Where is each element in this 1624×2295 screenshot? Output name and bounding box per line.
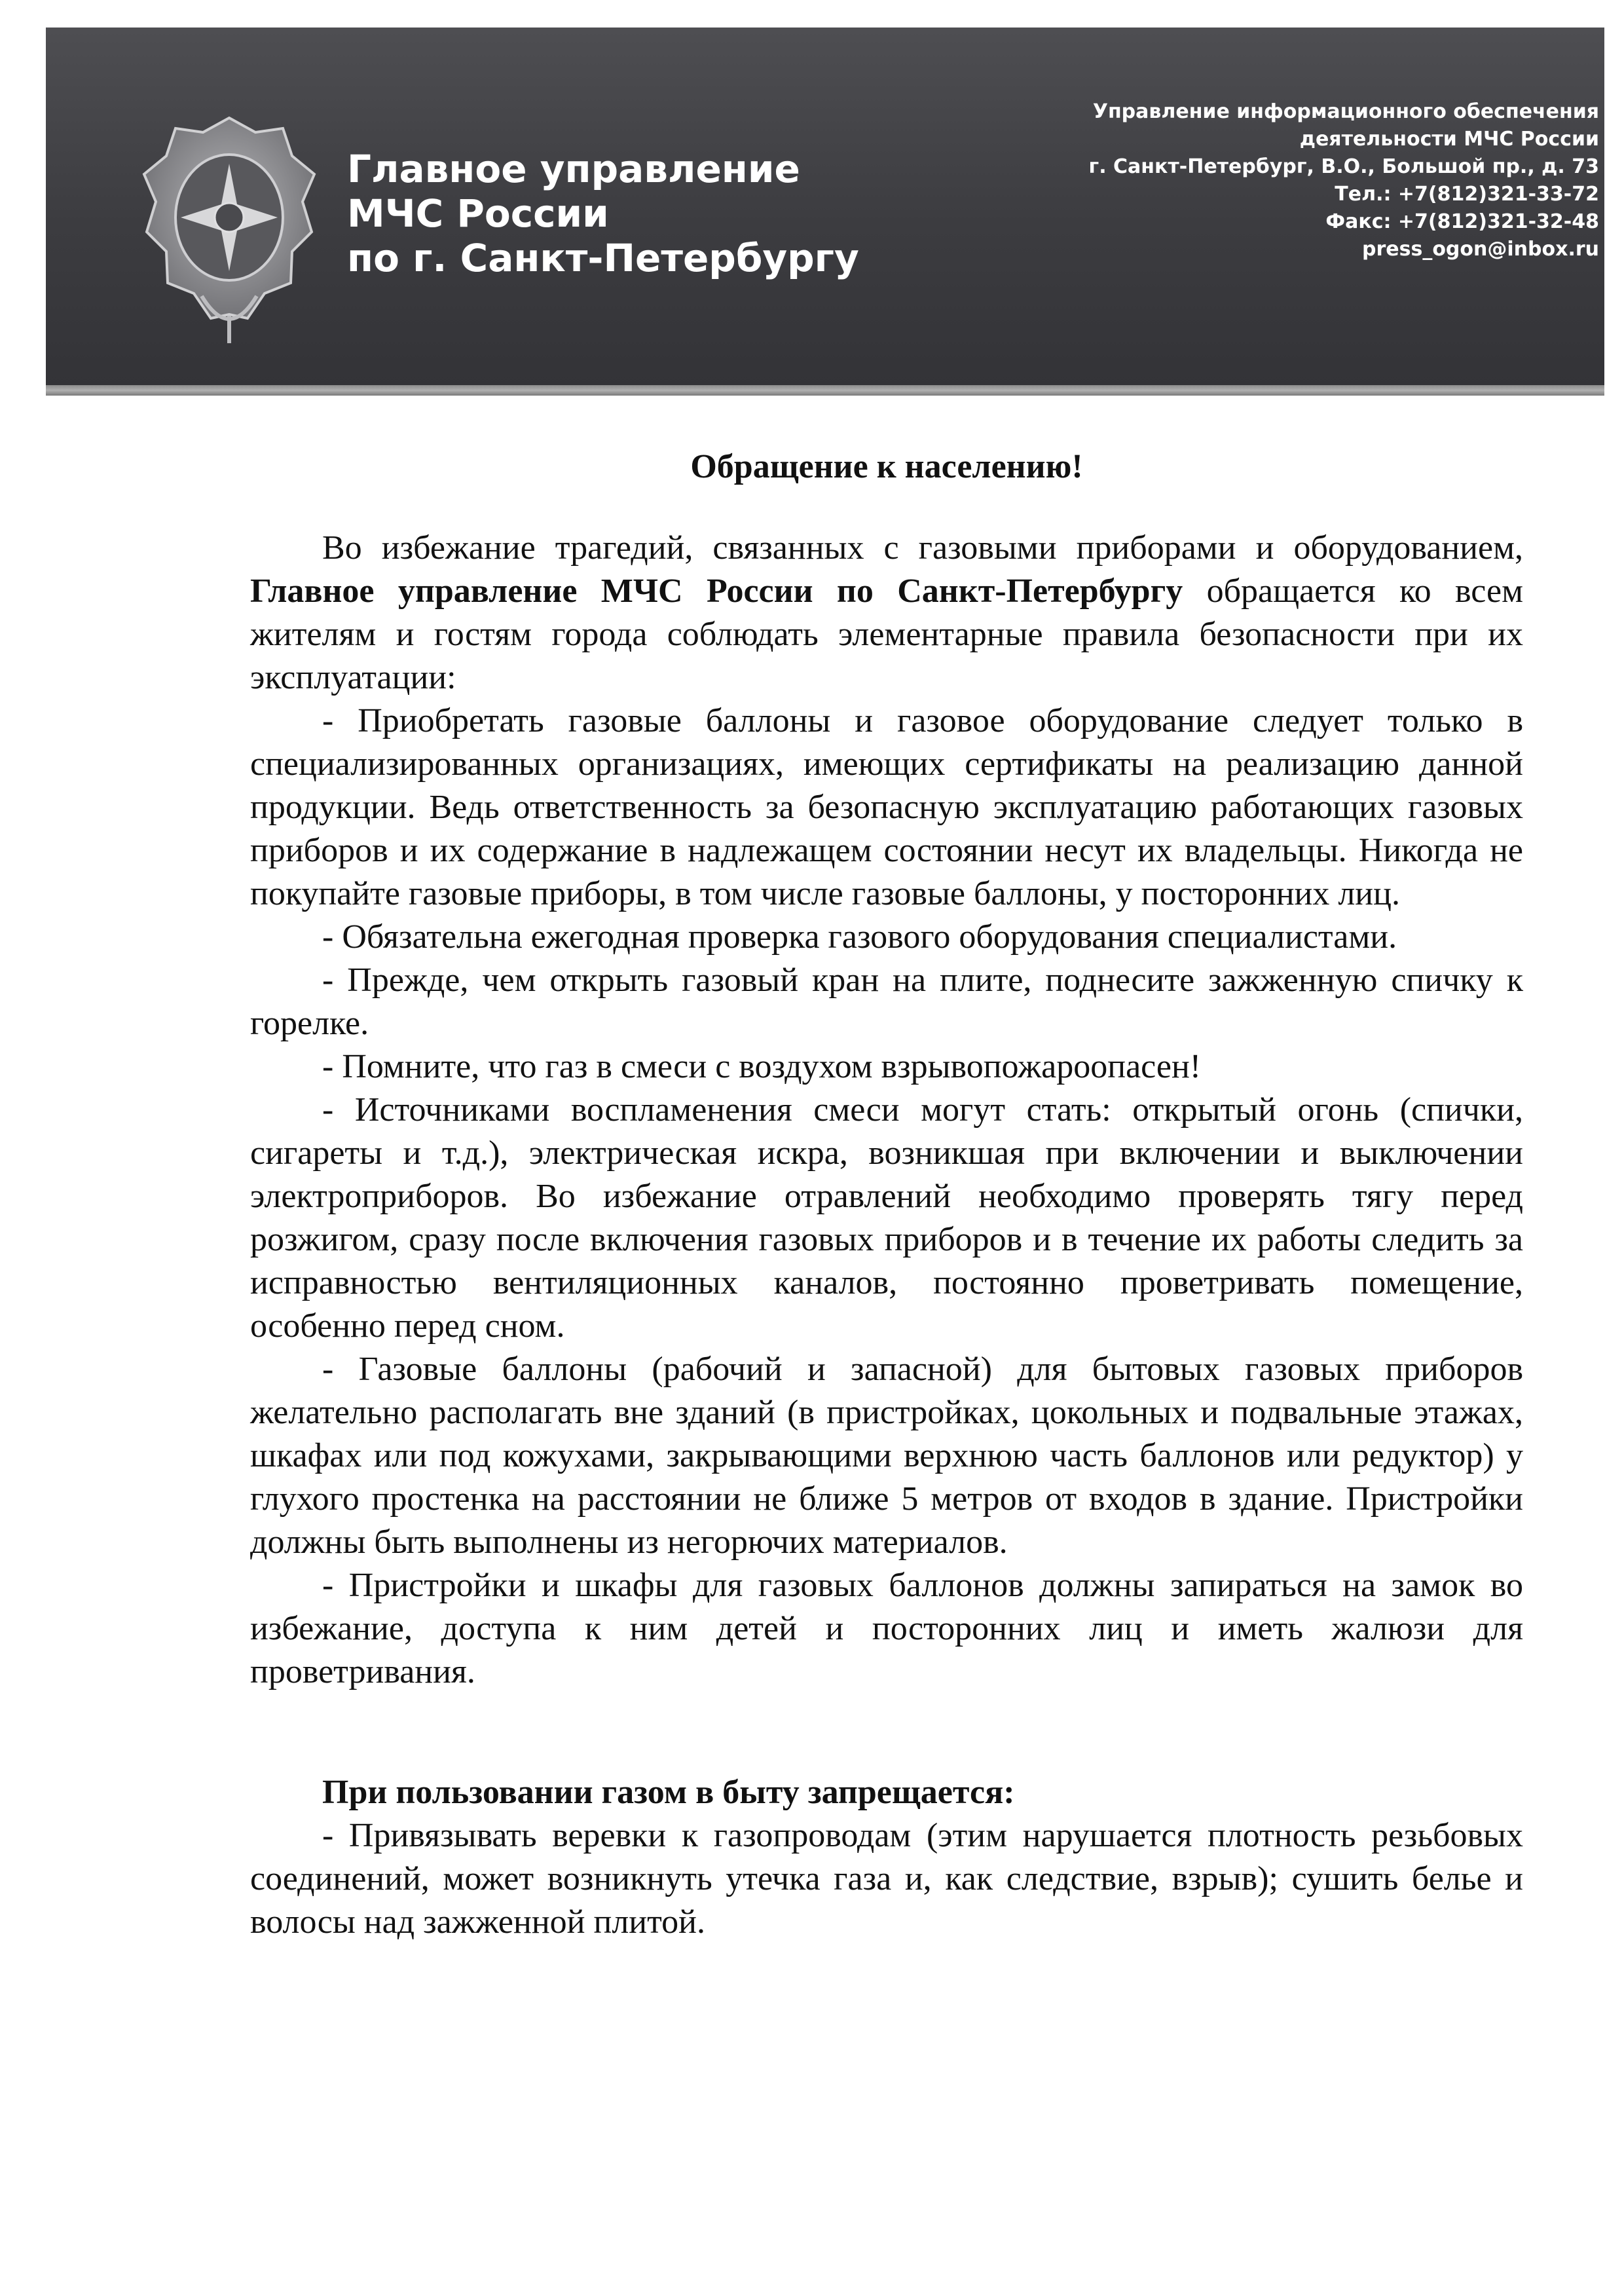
contact-line: г. Санкт-Петербург, В.О., Большой пр., д. 73: [1088, 155, 1599, 178]
org-title-line: МЧС России: [347, 191, 609, 236]
rule-paragraph: - Прежде, чем открыть газовый кран на плите, поднесите зажженную спичку к горелке.: [250, 961, 1523, 1042]
intro-text: обращается ко всем жителям и гостям города соблюдать элементарные правила безопасности при их эксплуатации:: [250, 572, 1524, 696]
document-title: Обращение к населению!: [690, 448, 1083, 485]
phone-line: Тел.: +7(812)321-33-72: [1335, 183, 1599, 206]
document-body: [250, 445, 1523, 1944]
intro-text: Во избежание трагедий, связанных с газовыми приборами и оборудованием,: [322, 529, 1523, 567]
rule-paragraph: - Приобретать газовые баллоны и газовое оборудование следует только в специализированных организациях, имеющих сертификаты на реализацию данной продукции. Ведь ответственность за безопасную эксплуатацию работающих газовых приборов и их содержание в надлежащем состоянии несут их владельцы. Никогда не покупайте газовые приборы, в том числе газовые баллоны, у посторонних лиц.: [250, 702, 1523, 912]
rule-paragraph: - Газовые баллоны (рабочий и запасной) для бытовых газовых приборов желательно располагать вне зданий (в пристройках, цокольных и подвальные этажах, шкафах или под кожухами, закрывающими верхнюю часть баллонов или редуктор) у глухого простенка на расстоянии не ближе 5 метров от входов в здание. Пристройки должны быть выполнены из негорючих материалов.: [250, 1351, 1523, 1561]
email-line: press_ogon@inbox.ru: [1361, 238, 1599, 261]
contact-line: деятельности МЧС России: [1299, 128, 1599, 151]
organization-title: [347, 147, 1002, 280]
mchs-emblem-icon: [131, 106, 327, 355]
contact-line: Управление информационного обеспечения: [1092, 100, 1599, 123]
rule-paragraph: - Источниками воспламенения смеси могут стать: открытый огонь (спички, сигареты и т.д.), электрическая искра, возникшая при включении и выключении электроприборов. Во избежание отравлений необходимо проверять тягу перед розжигом, сразу после включения газовых приборов и в течение их работы следить за исправностью вентиляционных каналов, постоянно проветривать помещение, особенно перед сном.: [250, 1091, 1523, 1345]
header-banner: [46, 28, 1604, 386]
org-title-line: по г. Санкт-Петербургу: [347, 236, 859, 280]
contact-block: [944, 98, 1599, 263]
section-spacer: [250, 1694, 1523, 1737]
rule-paragraph: - Обязательна ежегодная проверка газового оборудования специалистами.: [322, 918, 1397, 956]
intro-paragraph: [250, 527, 1523, 700]
rule-paragraph: - Пристройки и шкафы для газовых баллонов должны запираться на замок во избежание, доступа к ним детей и посторонних лиц и иметь жалюзи для проветривания.: [250, 1567, 1523, 1690]
fax-line: Факс: +7(812)321-32-48: [1325, 210, 1599, 233]
org-title-line: Главное управление: [347, 147, 800, 191]
banner-divider: [46, 385, 1604, 396]
organization-name: Главное управление МЧС России по Санкт-Петербургу: [250, 572, 1183, 610]
prohibited-heading: При пользовании газом в быту запрещается:: [322, 1774, 1015, 1811]
prohibited-paragraph: - Привязывать веревки к газопроводам (этим нарушается плотность резьбовых соединений, может возникнуть утечка газа и, как следствие, взрыв); сушить белье и волосы над зажженной плитой.: [250, 1817, 1523, 1941]
rule-paragraph: - Помните, что газ в смеси с воздухом взрывопожароопасен!: [322, 1048, 1202, 1085]
